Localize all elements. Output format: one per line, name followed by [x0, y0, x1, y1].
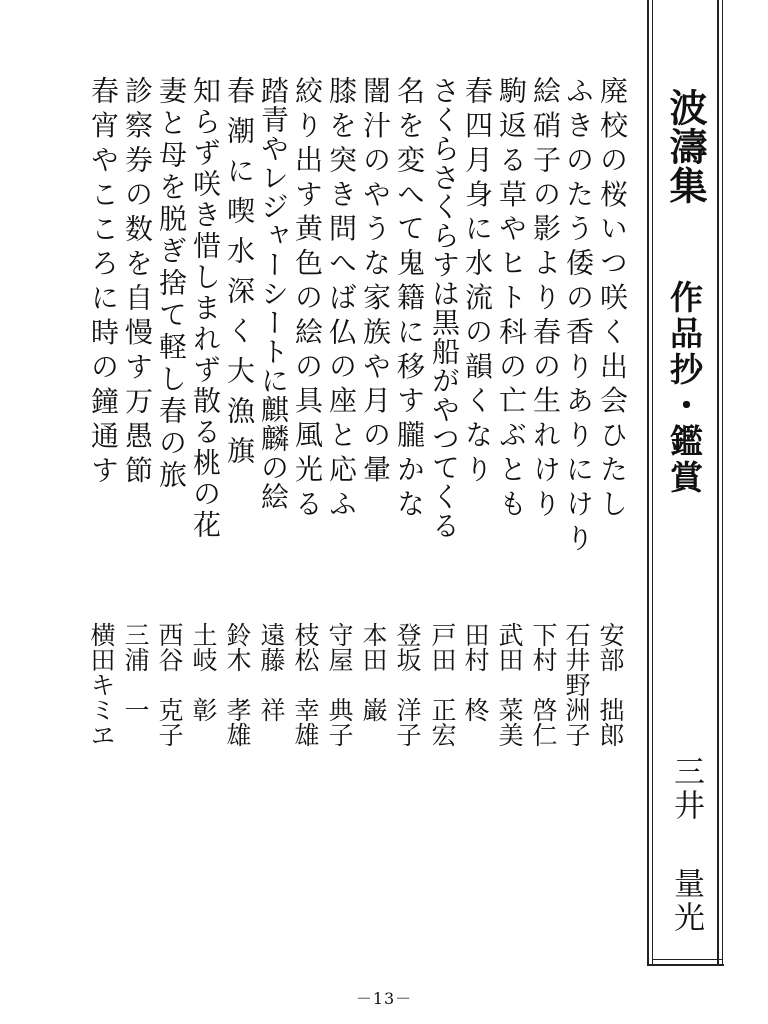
page-subtitle: 作品抄・鑑賞 — [665, 280, 704, 496]
haiku-line: 春宵やこころに時の鐘通す — [87, 76, 120, 490]
haiku-line: 妻と母を脱ぎ捨て軽し春の旅 — [155, 76, 188, 492]
poet-name: 西谷 克子 — [155, 622, 184, 747]
haiku-line: 駒返る草やヒト科の亡ぶとも — [495, 76, 528, 524]
poet-name: 登坂 洋子 — [393, 622, 422, 747]
poet-name: 守屋 典子 — [325, 622, 354, 747]
haiku-line: 名を変へて鬼籍に移す朧かな — [393, 76, 426, 524]
column-author — [668, 755, 704, 935]
haiku-line: ふきのたう倭の香りありにけり — [562, 76, 595, 558]
poet-name: 本田 巌 — [359, 622, 388, 722]
frame-rule — [652, 0, 653, 966]
frame-rule — [647, 0, 649, 966]
frame-rule — [717, 0, 719, 966]
poet-name: 戸田 正宏 — [428, 622, 457, 747]
haiku-line: さくらさくらすは黒船がやつてくる — [428, 76, 461, 540]
author-family-name: 三井 — [668, 755, 704, 823]
haiku-line: 知らず咲き惜しまれず散る桃の花 — [189, 76, 222, 541]
poet-name: 鈴木 孝雄 — [223, 622, 252, 747]
poet-name: 下村 啓仁 — [529, 622, 558, 747]
haiku-line: 踏青やレジャーシートに麒麟の絵 — [257, 76, 290, 511]
poet-name: 横田キミヱ — [87, 622, 116, 747]
haiku-line: 春四月身に水流の韻くなり — [461, 76, 494, 489]
frame-rule — [652, 959, 723, 960]
poet-name: 枝松 幸雄 — [291, 622, 320, 747]
haiku-line: 絵硝子の影より春の生れけり — [529, 76, 562, 524]
haiku-line: 闇汁のやうな家族や月の暈 — [359, 76, 392, 489]
page-number: －13－ — [355, 989, 413, 1008]
haiku-line: 診察券の数を自慢す万愚節 — [121, 76, 154, 490]
poet-name: 土岐 彰 — [189, 622, 218, 722]
frame-rule — [722, 0, 723, 966]
author-given-name: 量光 — [668, 867, 704, 935]
haiku-line: 春潮に喫水深く大漁旗 — [223, 76, 256, 476]
haiku-line: 絞り出す黄色の絵の具風光る — [291, 76, 324, 524]
haiku-line: 廃校の桜いつ咲く出会ひたし — [596, 76, 629, 524]
frame-rule — [647, 964, 724, 966]
page-title: 波濤集 — [663, 88, 708, 205]
poet-name: 遠藤 祥 — [257, 622, 286, 722]
haiku-line: 膝を突き問へば仏の座と応ふ — [325, 76, 358, 524]
poet-name: 三浦 一 — [121, 622, 150, 722]
poet-name: 安部 拙郎 — [596, 622, 625, 747]
poet-name: 武田 菜美 — [495, 622, 524, 747]
poet-name: 田村 柊 — [461, 622, 490, 722]
poet-name: 石井野洲子 — [562, 622, 591, 747]
